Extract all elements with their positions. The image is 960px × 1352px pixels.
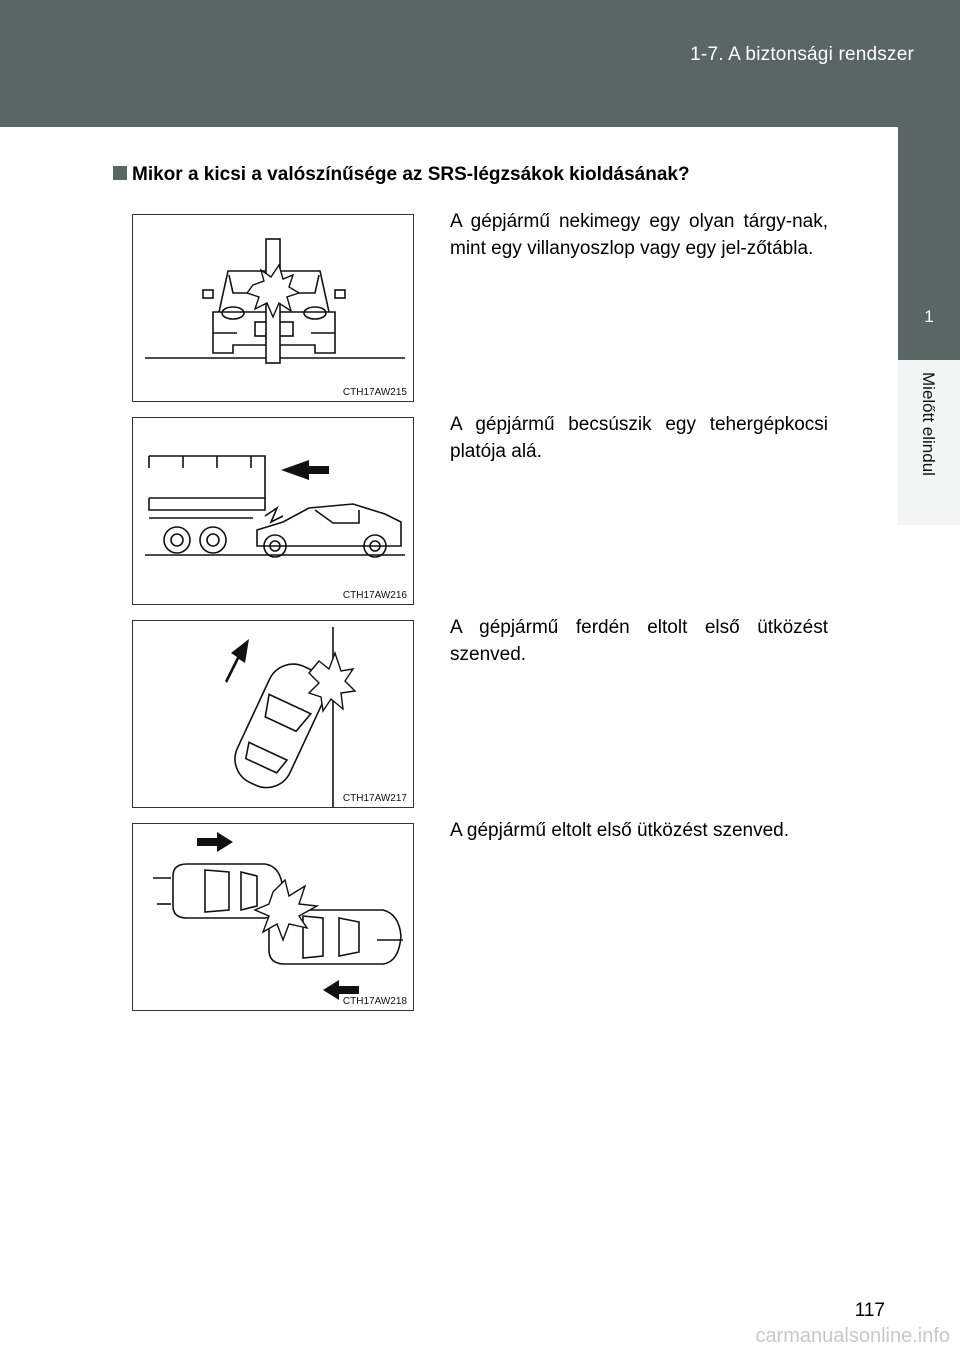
oblique-impact-illustration (133, 621, 415, 809)
chapter-tab[interactable] (898, 127, 960, 360)
page-number: 117 (854, 1300, 885, 1321)
figure-oblique-impact (132, 620, 414, 808)
header-band (0, 0, 960, 127)
item-description: A gépjármű eltolt első ütközést szenved. (450, 820, 790, 841)
item-description: A gépjármű ferdén eltolt első ütközést szenved. (450, 617, 828, 665)
square-bullet-icon (113, 166, 127, 180)
figure-pole-impact (132, 214, 414, 402)
item-description: A gépjármű nekimegy egy olyan tárgy-nak, mint egy villanyoszlop vagy egy jel-zőtábla. (450, 211, 828, 259)
truck-underride-illustration (133, 418, 415, 606)
offset-impact-illustration (133, 824, 415, 1012)
figure-code: CTH17AW216 (342, 590, 407, 601)
item-description: A gépjármű becsúszik egy tehergépkocsi platója alá. (450, 414, 828, 462)
pole-impact-illustration (133, 215, 415, 403)
chapter-title: 1-7. A biztonsági rendszer (690, 44, 914, 65)
figure-offset-impact (132, 823, 414, 1011)
figure-code: CTH17AW215 (342, 387, 407, 398)
chapter-label: Mielőtt elindul (919, 372, 938, 476)
watermark[interactable]: carmanualsonline.info (755, 1325, 950, 1347)
chapter-number: 1 (924, 307, 934, 326)
figure-code: CTH17AW218 (342, 996, 407, 1007)
section-heading (113, 164, 690, 186)
figure-code: CTH17AW217 (342, 793, 407, 804)
figure-truck-underride (132, 417, 414, 605)
section-heading-text: Mikor a kicsi a valószínűsége az SRS-légzsákok kioldásának? (132, 164, 690, 185)
